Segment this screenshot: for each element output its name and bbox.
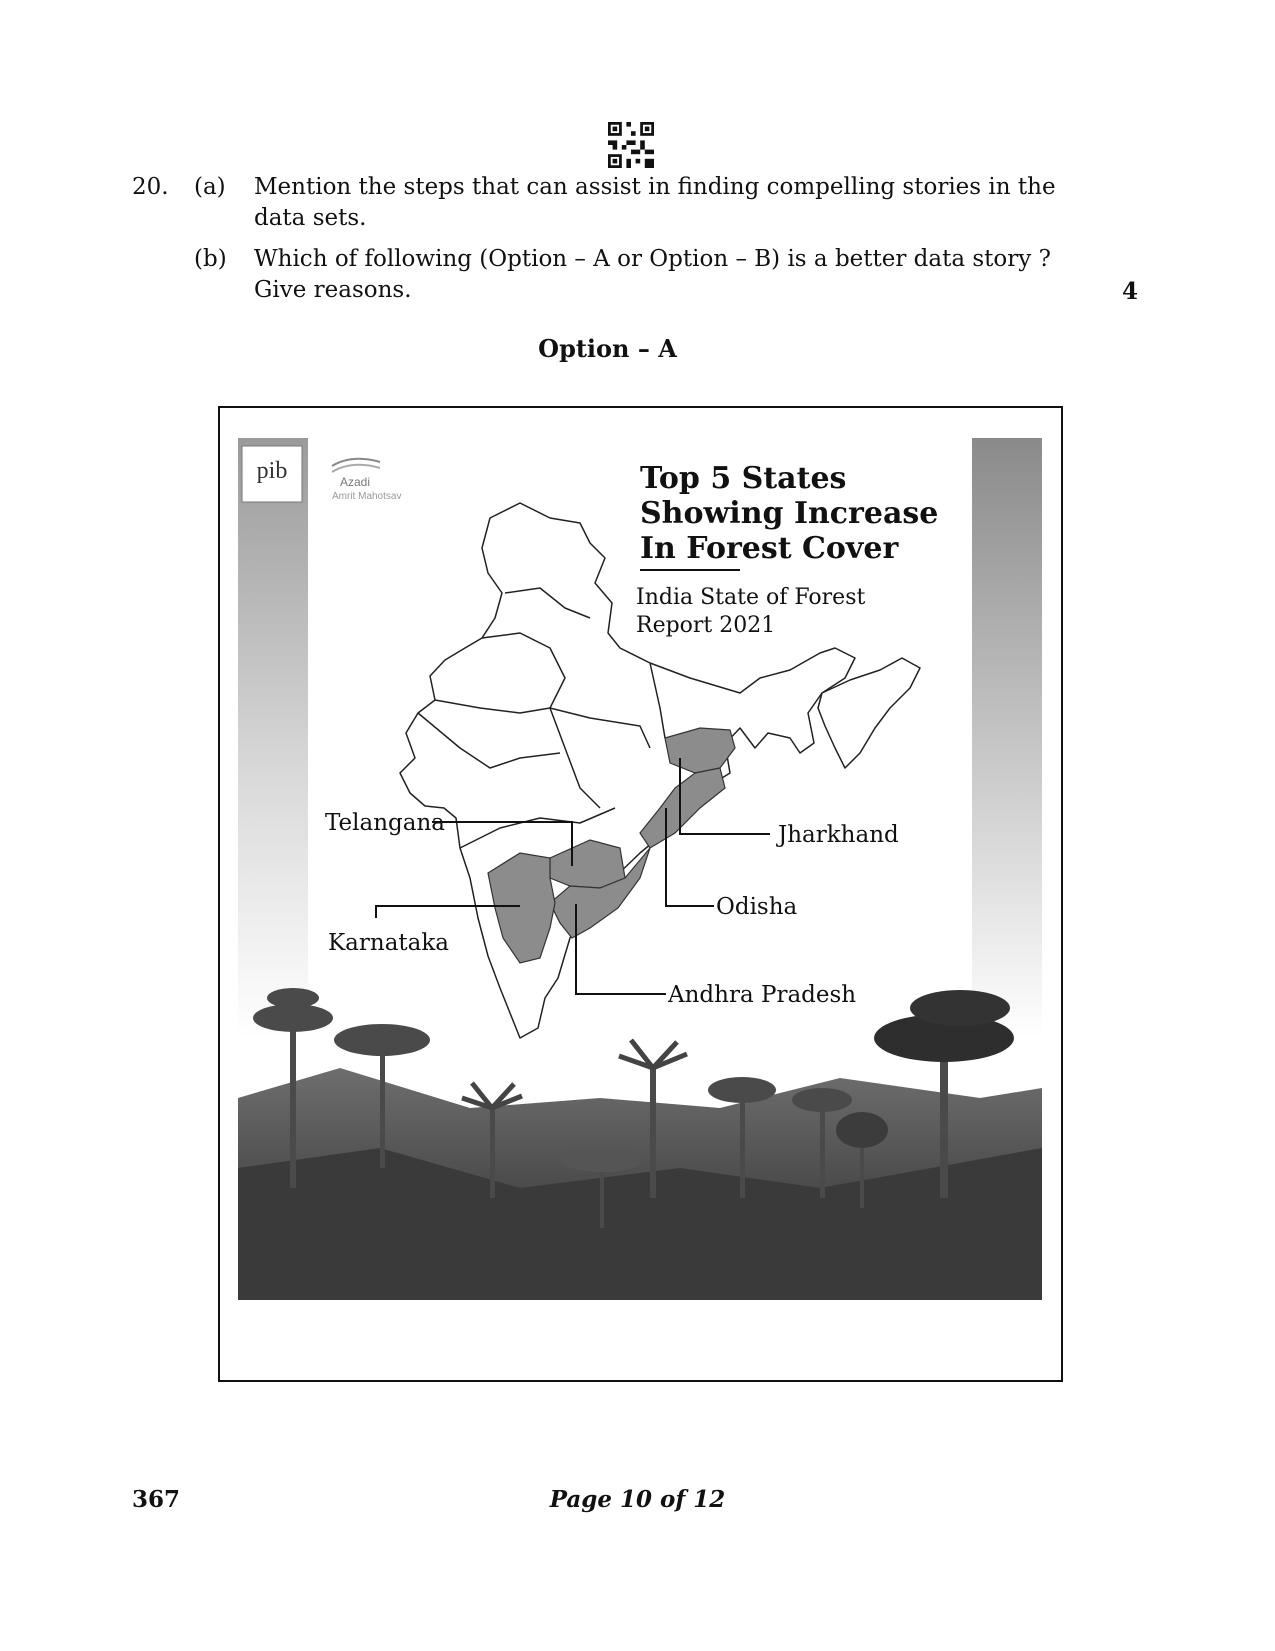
- azadi-logo: [332, 459, 401, 502]
- question-number: 20.: [132, 174, 169, 200]
- paper-code: 367: [132, 1486, 181, 1513]
- marks: 4: [1122, 278, 1139, 305]
- infographic-title-line3: In Forest Cover: [640, 531, 899, 566]
- source-line2: Report 2021: [636, 613, 776, 638]
- option-a-title: Option – A: [538, 334, 677, 363]
- source-line1: India State of Forest: [636, 585, 866, 610]
- pib-logo-text: pib: [256, 458, 288, 484]
- part-b-text: Which of following (Option – A or Option – B) is a better data story ? Give reasons.: [254, 246, 1051, 303]
- right-gradient-strip: [972, 438, 1042, 1038]
- forest-cover-infographic: [218, 406, 1063, 1382]
- pib-logo: [242, 446, 302, 502]
- label-jharkhand: Jharkhand: [778, 822, 899, 848]
- part-a-text: Mention the steps that can assist in finding compelling stories in the data sets.: [254, 174, 1056, 231]
- infographic-title-line2: Showing Increase: [640, 496, 939, 531]
- page-number: Page 10 of 12: [549, 1486, 726, 1513]
- left-gradient-strip: [238, 438, 308, 1038]
- india-map: [400, 503, 920, 1038]
- label-telangana: Telangana: [325, 810, 446, 836]
- part-b-label: (b): [194, 246, 227, 272]
- infographic-title-line1: Top 5 States: [640, 461, 847, 496]
- label-andhra-pradesh: Andhra Pradesh: [668, 982, 857, 1008]
- label-odisha: Odisha: [716, 894, 798, 920]
- part-a-label: (a): [194, 174, 226, 200]
- azadi-logo-line1: Azadi: [340, 475, 371, 489]
- forest-illustration: [238, 988, 1042, 1300]
- azadi-logo-line2: Amrit Mahotsav: [332, 491, 402, 502]
- qr-code: [608, 122, 654, 168]
- label-karnataka: Karnataka: [328, 930, 450, 956]
